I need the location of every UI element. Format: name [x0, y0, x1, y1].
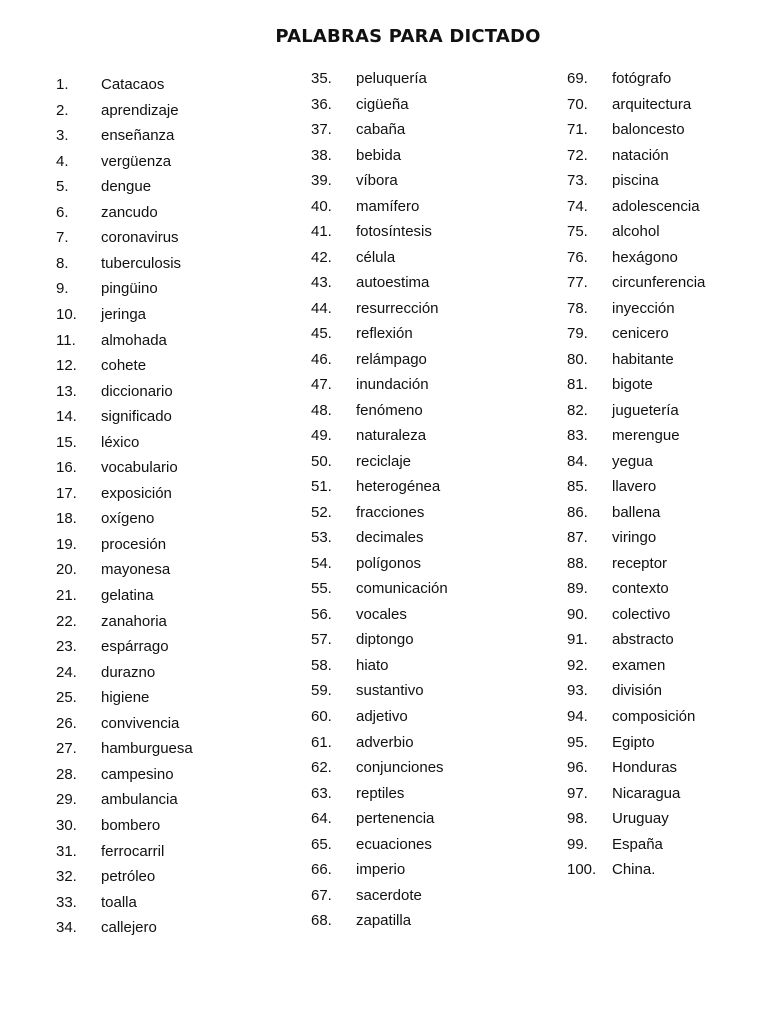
item-word: autoestima — [356, 274, 430, 292]
item-number: 1. — [56, 76, 69, 93]
item-word: bombero — [101, 816, 161, 834]
item-word: adjetivo — [356, 708, 408, 725]
item-word: polígonos — [356, 554, 422, 572]
item-number: 4. — [56, 152, 69, 170]
item-word: mamífero — [356, 197, 420, 215]
item-word: imperio — [356, 861, 406, 879]
item-word: ambulancia — [101, 791, 178, 809]
item-number: 78. — [567, 299, 588, 317]
item-number: 96. — [567, 759, 588, 777]
item-number: 82. — [567, 401, 588, 419]
item-word: vocales — [356, 605, 407, 623]
item-word: alcohol — [612, 223, 660, 241]
item-word: adolescencia — [612, 197, 700, 215]
item-word: enseñanza — [101, 127, 175, 145]
item-word: ballena — [612, 503, 661, 521]
item-number: 63. — [311, 784, 332, 802]
item-word: Nicaragua — [612, 784, 681, 802]
item-number: 29. — [56, 791, 77, 809]
item-number: 94. — [567, 708, 588, 725]
item-word: Honduras — [612, 759, 678, 777]
item-number: 84. — [567, 452, 588, 470]
item-number: 14. — [56, 408, 77, 426]
item-word: reptiles — [356, 784, 405, 802]
item-word: conjunciones — [356, 759, 444, 777]
item-word: piscina — [612, 172, 659, 190]
item-word: contexto — [612, 580, 669, 598]
item-number: 58. — [311, 656, 332, 674]
item-number: 100. — [567, 861, 597, 879]
item-number: 64. — [311, 810, 332, 828]
page-title: PALABRAS PARA DICTADO — [275, 26, 541, 47]
item-number: 68. — [311, 912, 332, 930]
item-number: 22. — [56, 612, 77, 630]
item-word: mayonesa — [101, 561, 171, 579]
item-number: 9. — [56, 280, 69, 298]
item-word: reciclaje — [356, 452, 412, 470]
item-word: cabaña — [356, 121, 406, 139]
item-word: peluquería — [356, 70, 427, 87]
item-number: 61. — [311, 733, 332, 751]
item-word: hamburguesa — [101, 740, 193, 758]
item-word: fotógrafo — [612, 70, 672, 87]
item-word: reflexión — [356, 325, 413, 343]
item-number: 95. — [567, 733, 588, 751]
item-number: 19. — [56, 535, 77, 553]
item-number: 44. — [311, 299, 332, 317]
item-word: cigüeña — [356, 95, 409, 113]
item-number: 47. — [311, 376, 332, 394]
item-word: Egipto — [612, 733, 655, 751]
item-word: inyección — [612, 299, 675, 317]
item-word: hexágono — [612, 248, 678, 266]
item-number: 86. — [567, 503, 588, 521]
item-word: fotosíntesis — [356, 223, 432, 241]
item-word: decimales — [356, 529, 424, 547]
item-word: receptor — [612, 554, 668, 572]
item-number: 25. — [56, 689, 77, 707]
item-number: 27. — [56, 740, 77, 758]
item-word: Uruguay — [612, 810, 669, 828]
item-number: 3. — [56, 127, 69, 145]
item-word: viringo — [612, 529, 657, 547]
item-number: 70. — [567, 95, 588, 113]
item-number: 40. — [311, 197, 332, 215]
item-number: 38. — [311, 146, 332, 164]
item-word: yegua — [612, 452, 653, 470]
item-number: 16. — [56, 459, 77, 477]
item-word: ferrocarril — [101, 842, 165, 860]
item-number: 12. — [56, 357, 77, 375]
item-number: 76. — [567, 248, 588, 266]
item-number: 20. — [56, 561, 77, 579]
item-number: 11. — [56, 331, 76, 349]
item-number: 50. — [311, 452, 332, 470]
item-number: 93. — [567, 682, 588, 700]
item-word: heterogénea — [356, 478, 441, 496]
item-number: 51. — [311, 478, 332, 496]
item-number: 98. — [567, 810, 588, 828]
item-number: 2. — [56, 101, 69, 119]
item-number: 17. — [56, 484, 77, 502]
item-word: fenómeno — [356, 401, 423, 419]
item-word: célula — [356, 248, 396, 266]
item-word: cohete — [101, 357, 147, 375]
item-word: zapatilla — [356, 912, 412, 930]
item-number: 23. — [56, 638, 77, 656]
item-word: resurrección — [356, 299, 439, 317]
item-number: 75. — [567, 223, 588, 241]
item-word: cenicero — [612, 325, 669, 343]
item-number: 21. — [56, 587, 77, 604]
item-number: 48. — [311, 401, 332, 419]
item-number: 39. — [311, 172, 332, 190]
item-word: coronavirus — [101, 229, 179, 247]
item-word: dengue — [101, 178, 152, 196]
item-number: 24. — [56, 663, 77, 681]
item-word: léxico — [101, 433, 140, 451]
item-number: 80. — [567, 350, 588, 368]
item-word: espárrago — [101, 638, 169, 656]
item-number: 35. — [311, 70, 332, 87]
item-word: abstracto — [612, 631, 674, 649]
item-word: pertenencia — [356, 810, 435, 828]
item-number: 73. — [567, 172, 588, 190]
item-number: 33. — [56, 893, 77, 911]
item-word: almohada — [101, 331, 167, 349]
item-word: China. — [612, 861, 656, 879]
item-word: habitante — [612, 350, 674, 368]
item-word: víbora — [356, 172, 398, 190]
item-word: diccionario — [101, 382, 173, 400]
item-number: 28. — [56, 765, 77, 783]
item-number: 85. — [567, 478, 588, 496]
item-number: 36. — [311, 95, 332, 113]
item-number: 6. — [56, 203, 69, 221]
item-number: 65. — [311, 835, 332, 853]
item-word: higiene — [101, 689, 150, 707]
item-word: hiato — [356, 656, 389, 674]
item-word: juguetería — [612, 401, 679, 419]
item-number: 5. — [56, 178, 69, 196]
item-number: 69. — [567, 70, 588, 87]
item-word: convivencia — [101, 714, 180, 732]
item-number: 18. — [56, 510, 77, 528]
item-number: 26. — [56, 714, 77, 732]
item-number: 62. — [311, 759, 332, 777]
item-number: 87. — [567, 529, 588, 547]
item-word: baloncesto — [612, 121, 685, 139]
item-word: oxígeno — [101, 510, 155, 528]
item-word: tuberculosis — [101, 254, 182, 272]
item-word: petróleo — [101, 868, 156, 886]
item-word: toalla — [101, 893, 137, 911]
item-number: 15. — [56, 433, 77, 451]
item-number: 99. — [567, 835, 588, 853]
item-word: significado — [101, 408, 172, 426]
item-word: ecuaciones — [356, 835, 432, 853]
item-word: gelatina — [101, 587, 154, 604]
item-number: 92. — [567, 656, 588, 674]
item-number: 88. — [567, 554, 588, 572]
item-number: 83. — [567, 427, 588, 445]
item-number: 74. — [567, 197, 588, 215]
item-word: pingüino — [101, 280, 158, 298]
item-number: 42. — [311, 248, 332, 266]
item-number: 55. — [311, 580, 332, 598]
item-number: 37. — [311, 121, 332, 139]
item-word: España — [612, 835, 663, 853]
item-word: fracciones — [356, 503, 425, 521]
item-number: 45. — [311, 325, 332, 343]
item-word: zanahoria — [101, 612, 167, 630]
item-number: 71. — [567, 121, 588, 139]
item-word: examen — [612, 656, 666, 674]
item-word: división — [612, 682, 663, 700]
item-word: arquitectura — [612, 95, 692, 113]
item-number: 81. — [567, 376, 588, 394]
item-word: exposición — [101, 484, 172, 502]
item-number: 13. — [56, 382, 77, 400]
item-number: 30. — [56, 816, 77, 834]
item-word: vocabulario — [101, 459, 178, 477]
item-number: 8. — [56, 254, 69, 272]
item-number: 56. — [311, 605, 332, 623]
item-number: 53. — [311, 529, 332, 547]
item-number: 72. — [567, 146, 588, 164]
item-word: llavero — [612, 478, 657, 496]
item-word: relámpago — [356, 350, 427, 368]
item-number: 67. — [311, 886, 332, 904]
item-word: composición — [612, 708, 696, 725]
item-number: 7. — [56, 229, 69, 247]
item-word: sustantivo — [356, 682, 424, 700]
item-number: 52. — [311, 503, 332, 521]
item-number: 79. — [567, 325, 588, 343]
item-word: Catacaos — [101, 76, 165, 93]
item-number: 77. — [567, 274, 588, 292]
item-number: 60. — [311, 708, 332, 725]
item-word: circunferencia — [612, 274, 706, 292]
item-word: colectivo — [612, 605, 671, 623]
item-word: comunicación — [356, 580, 448, 598]
item-number: 10. — [56, 305, 77, 323]
item-word: sacerdote — [356, 886, 422, 904]
item-number: 59. — [311, 682, 332, 700]
item-word: zancudo — [101, 203, 158, 221]
item-word: natación — [612, 146, 669, 164]
item-number: 90. — [567, 605, 588, 623]
item-word: bebida — [356, 146, 402, 164]
item-word: durazno — [101, 663, 156, 681]
item-word: merengue — [612, 427, 680, 445]
item-word: diptongo — [356, 631, 414, 649]
item-number: 41. — [311, 223, 332, 241]
item-number: 49. — [311, 427, 332, 445]
item-number: 89. — [567, 580, 588, 598]
item-word: adverbio — [356, 733, 414, 751]
item-number: 91. — [567, 631, 588, 649]
item-number: 43. — [311, 274, 332, 292]
item-number: 34. — [56, 919, 77, 937]
item-word: jeringa — [101, 305, 147, 323]
item-word: naturaleza — [356, 427, 427, 445]
item-word: procesión — [101, 535, 167, 553]
item-word: callejero — [101, 919, 157, 937]
item-number: 97. — [567, 784, 588, 802]
item-number: 46. — [311, 350, 332, 368]
item-number: 32. — [56, 868, 77, 886]
item-word: bigote — [612, 376, 653, 394]
item-word: vergüenza — [101, 152, 172, 170]
item-number: 31. — [56, 842, 77, 860]
item-number: 57. — [311, 631, 332, 649]
item-word: inundación — [356, 376, 429, 394]
item-word: aprendizaje — [101, 101, 179, 119]
item-number: 66. — [311, 861, 332, 879]
item-word: campesino — [101, 765, 174, 783]
item-number: 54. — [311, 554, 332, 572]
